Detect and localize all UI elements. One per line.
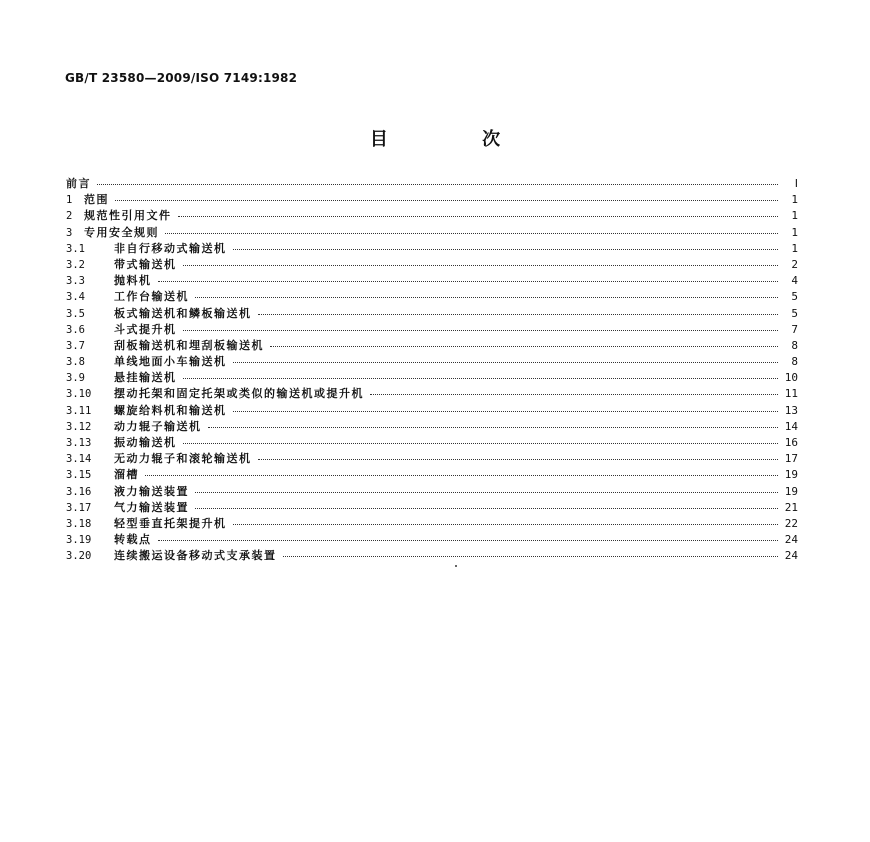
toc-entry-page: 24 <box>784 549 798 563</box>
toc-entry-label: 规范性引用文件 <box>84 209 172 223</box>
toc-entry-number: 3.4 <box>66 291 85 304</box>
toc-entry-number: 3.9 <box>66 372 85 385</box>
toc-leader-dots <box>183 368 779 379</box>
toc-entry-page: 8 <box>791 355 798 369</box>
toc-entry-page: 17 <box>784 452 798 466</box>
toc-leader-dots <box>115 190 778 201</box>
toc-leader-dots <box>233 239 779 250</box>
toc-entry-page: 1 <box>791 209 798 223</box>
toc-entry-number: 3.20 <box>66 550 92 563</box>
toc-entry-label: 动力辊子输送机 <box>114 419 202 433</box>
toc-entry-page: 5 <box>791 290 798 304</box>
toc-entry-number: 3.17 <box>66 501 92 514</box>
toc-entry-page: 2 <box>791 257 798 271</box>
toc-leader-dots <box>283 546 779 557</box>
toc-entry-number: 3.16 <box>66 485 92 498</box>
toc-entry-label: 单线地面小车输送机 <box>114 355 227 369</box>
toc-leader-dots <box>208 417 779 428</box>
toc-entry-label: 气力输送装置 <box>114 500 189 514</box>
toc-entry-page: 1 <box>791 193 798 207</box>
toc-entry-number: 3.15 <box>66 469 92 482</box>
toc-entry-label: 螺旋给料机和输送机 <box>114 403 227 417</box>
toc-entry-page: 7 <box>791 322 798 336</box>
toc-entry-label: 悬挂输送机 <box>114 371 177 385</box>
toc-entry-number: 3 <box>66 226 73 239</box>
standard-code: GB/T 23580—2009/ISO 7149:1982 <box>65 71 298 85</box>
toc-entry-page: 19 <box>784 484 798 498</box>
toc-entry-label: 液力输送装置 <box>114 484 189 498</box>
toc-entry-number: 3.5 <box>66 307 85 320</box>
toc-entry-number: 3.10 <box>66 388 92 401</box>
toc-leader-dots <box>233 401 779 412</box>
toc-entry-page: 5 <box>791 306 798 320</box>
toc-entry-number: 1 <box>66 194 73 207</box>
toc-leader-dots <box>165 223 778 234</box>
toc-leader-dots <box>183 433 779 444</box>
toc-entry-label: 刮板输送机和埋刮板输送机 <box>114 338 264 352</box>
toc-entry-number: 3.11 <box>66 404 92 417</box>
toc-leader-dots <box>195 498 778 509</box>
toc-entry-number: 3.7 <box>66 339 85 352</box>
toc-entry-label: 溜槽 <box>114 468 139 482</box>
toc-entry-page: 1 <box>791 241 798 255</box>
toc-leader-dots <box>158 271 779 282</box>
toc-entry-page: 4 <box>791 274 798 288</box>
toc-leader-dots <box>97 174 778 185</box>
table-of-contents <box>66 176 798 565</box>
toc-entry-label: 范围 <box>84 193 109 207</box>
toc-entry-label: 专用安全规则 <box>84 225 159 239</box>
toc-entry-label: 连续搬运设备移动式支承装置 <box>114 549 277 563</box>
toc-entry-page: 8 <box>791 338 798 352</box>
toc-leader-dots <box>270 336 778 347</box>
toc-entry-label: 振动输送机 <box>114 436 177 449</box>
toc-entry-number: 3.13 <box>66 437 92 449</box>
toc-entry-label: 带式输送机 <box>114 257 177 271</box>
toc-entry-page: 14 <box>784 419 798 433</box>
stray-mark <box>455 565 457 567</box>
toc-entry-number: 2 <box>66 210 73 223</box>
toc-leader-dots <box>258 304 779 315</box>
toc-entry-label: 前言 <box>66 177 91 190</box>
toc-leader-dots <box>370 384 778 395</box>
toc-entry-page: 24 <box>784 533 798 547</box>
toc-leader-dots <box>233 352 779 363</box>
toc-entry-page: 19 <box>784 468 798 482</box>
toc-entry-page: 13 <box>784 403 798 417</box>
toc-entry-label: 摆动托架和固定托架或类似的输送机或提升机 <box>114 387 364 401</box>
toc-leader-dots <box>233 514 779 525</box>
toc-entry-number: 3.19 <box>66 534 92 547</box>
toc-entry-label: 轻型垂直托架提升机 <box>114 516 227 530</box>
toc-leader-dots <box>195 482 778 493</box>
toc-entry-label: 非自行移动式输送机 <box>114 241 227 255</box>
toc-leader-dots <box>183 320 779 331</box>
toc-entry-number: 3.2 <box>66 258 85 271</box>
toc-leader-dots <box>178 206 779 217</box>
toc-entry-number: 3.12 <box>66 420 92 433</box>
toc-entry-label: 板式输送机和鳞板输送机 <box>114 306 252 320</box>
toc-entry-page: 22 <box>784 516 798 530</box>
toc-entry-page: 10 <box>784 371 798 385</box>
toc-leader-dots <box>145 465 778 476</box>
toc-entry-number: 3.3 <box>66 275 85 288</box>
toc-title: 目 次 <box>369 129 545 150</box>
toc-entry-number: 3.14 <box>66 453 92 466</box>
toc-entry-number: 3.8 <box>66 356 85 369</box>
toc-entry-number: 3.18 <box>66 517 92 530</box>
toc-entry-number: 3.1 <box>66 242 85 255</box>
toc-entry-label: 无动力辊子和滚轮输送机 <box>114 452 252 466</box>
toc-entry-page: 16 <box>784 436 798 449</box>
toc-leader-dots <box>158 530 779 541</box>
toc-entry-label: 斗式提升机 <box>114 322 177 336</box>
toc-entry-page: Ⅰ <box>794 177 798 190</box>
toc-leader-dots <box>258 449 779 460</box>
toc-entry-label: 抛料机 <box>114 274 152 288</box>
toc-entry-page: 1 <box>791 225 798 239</box>
toc-leader-dots <box>183 255 779 266</box>
toc-leader-dots <box>195 287 778 298</box>
toc-entry-page: 11 <box>784 387 798 401</box>
toc-entry-page: 21 <box>784 500 798 514</box>
toc-entry-label: 工作台输送机 <box>114 290 189 304</box>
toc-entry-label: 转载点 <box>114 533 152 547</box>
toc-entry-number: 3.6 <box>66 323 85 336</box>
toc-entry[interactable] <box>66 548 798 564</box>
